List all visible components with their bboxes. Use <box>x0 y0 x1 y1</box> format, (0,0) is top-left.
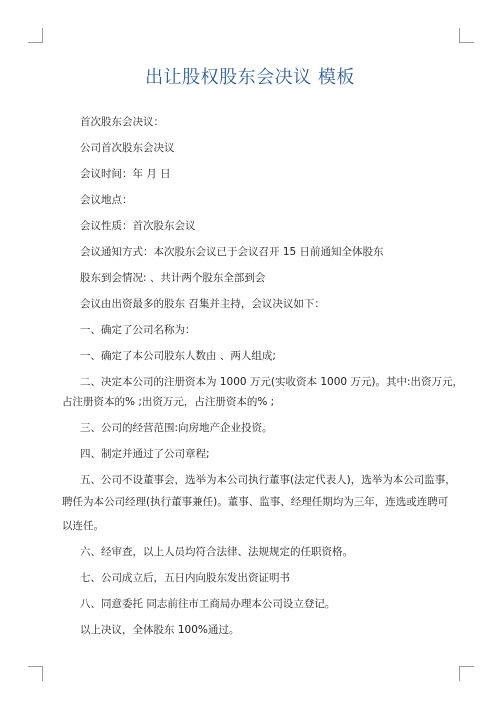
body-line: 会议通知方式：本次股东会议已于会议召开 15 日前通知全体股东 <box>80 246 384 258</box>
body-line: 占注册资本的% ;出资万元，占注册资本的% ; <box>62 396 275 408</box>
corner-mark-bottom-right <box>459 666 474 681</box>
corner-mark-bottom-left <box>28 666 43 681</box>
body-line: 以连任。 <box>62 520 104 532</box>
body-line: 一、确定了本公司股东人数由 、两人组成; <box>80 350 276 362</box>
body-line: 以上决议，全体股东 100%通过。 <box>80 624 240 636</box>
body-line: 会议性质：首次股东会议 <box>80 220 196 232</box>
body-line: 首次股东会决议： <box>80 116 164 128</box>
body-line: 六、经审查，以上人员均符合法律、法规规定的任职资格。 <box>80 546 353 558</box>
body-line: 会议由出资最多的股东 召集并主持，会议决议如下： <box>80 298 325 310</box>
body-line: 一、确定了公司名称为： <box>80 324 196 336</box>
body-line: 公司首次股东会决议 <box>80 142 175 154</box>
body-line: 聘任为本公司经理(执行董事兼任)。董事、监事、经理任期均为三年，连选或连聘可 <box>62 496 449 508</box>
body-line: 会议时间：年 月 日 <box>80 168 171 180</box>
body-line: 会议地点： <box>80 194 133 206</box>
body-line: 四、制定并通过了公司章程; <box>80 448 210 460</box>
corner-mark-top-left <box>28 28 43 43</box>
corner-mark-top-right <box>459 28 474 43</box>
body-line: 八、同意委托 同志前往市工商局办理本公司设立登记。 <box>80 598 336 610</box>
body-line: 三、公司的经营范围:向房地产企业投资。 <box>80 422 273 434</box>
body-line: 股东到会情况: 、共计两个股东全部到会 <box>80 272 266 284</box>
body-line: 二、决定本公司的注册资本为 1000 万元(实收资本 1000 万元)。其中:出资万元， <box>80 376 464 388</box>
body-line: 七、公司成立后，五日内向股东发出资证明书 <box>80 572 290 584</box>
body-line: 五、公司不设董事会，选举为本公司执行董事(法定代表人)，选举为本公司监事， <box>80 474 456 486</box>
document-title: 出让股权股东会决议 模板 <box>145 67 355 88</box>
